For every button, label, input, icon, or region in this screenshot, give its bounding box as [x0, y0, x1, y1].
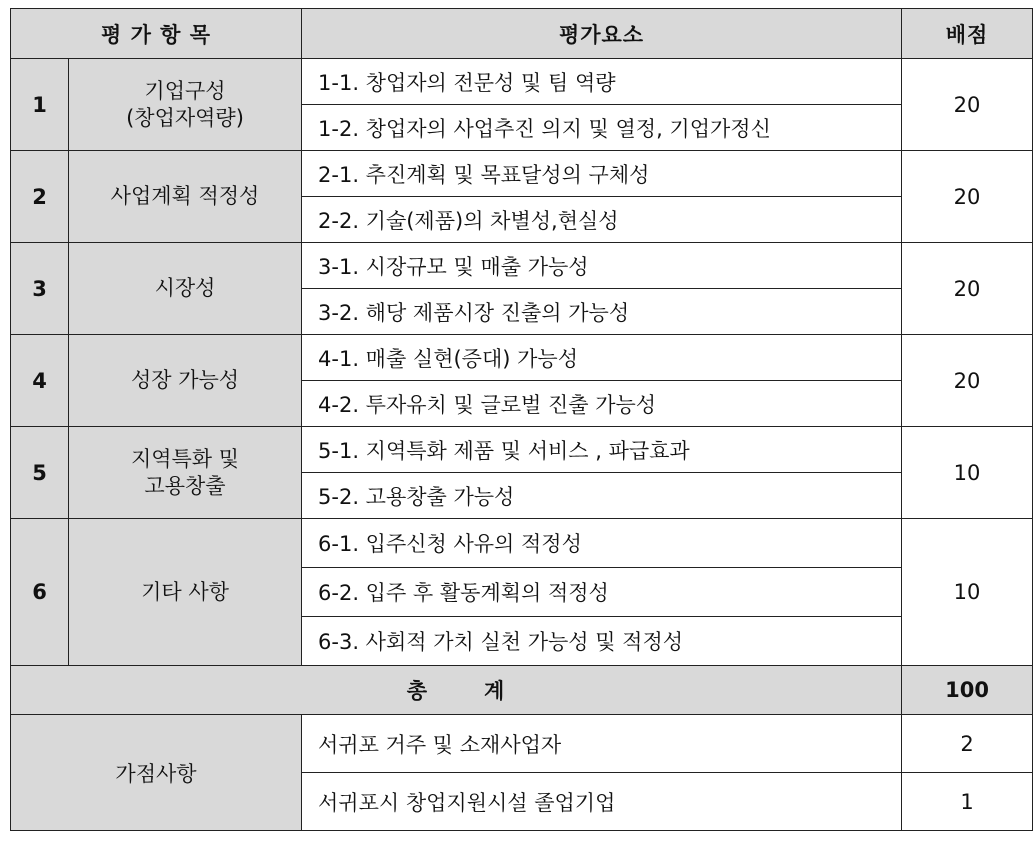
- table-row: [11, 427, 1033, 473]
- evaluation-item: 3-2. 해당 제품시장 진출의 가능성: [302, 289, 902, 335]
- evaluation-item: 6-2. 입주 후 활동계획의 적정성: [302, 568, 902, 617]
- group-number: 5: [11, 427, 69, 519]
- group-number: 1: [11, 59, 69, 151]
- group-number: 4: [11, 335, 69, 427]
- table-row: [11, 151, 1033, 197]
- category-line: 기타 사항: [141, 579, 229, 604]
- total-label-left: 총: [406, 679, 428, 703]
- bonus-item: 서귀포 거주 및 소재사업자: [302, 715, 902, 773]
- group-score: 20: [902, 243, 1033, 335]
- bonus-score: 2: [902, 715, 1033, 773]
- group-score: 20: [902, 151, 1033, 243]
- evaluation-table: [10, 8, 1033, 831]
- total-label: [11, 666, 902, 715]
- evaluation-item: 2-2. 기술(제품)의 차별성,현실성: [302, 197, 902, 243]
- group-category: [69, 519, 302, 666]
- table-row: [11, 243, 1033, 289]
- evaluation-item: 2-1. 추진계획 및 목표달성의 구체성: [302, 151, 902, 197]
- header-category: 평 가 항 목: [11, 9, 302, 59]
- evaluation-item: 5-2. 고용창출 가능성: [302, 473, 902, 519]
- category-line: 기업구성: [144, 78, 226, 103]
- table-row: [11, 335, 1033, 381]
- evaluation-item: 6-3. 사회적 가치 실천 가능성 및 적정성: [302, 617, 902, 666]
- evaluation-item: 4-2. 투자유치 및 글로벌 진출 가능성: [302, 381, 902, 427]
- group-number: 3: [11, 243, 69, 335]
- group-category: [69, 335, 302, 427]
- group-number: 2: [11, 151, 69, 243]
- category-line: 고용창출: [144, 473, 226, 498]
- total-row: [11, 666, 1033, 715]
- group-score: 20: [902, 59, 1033, 151]
- total-label-right: 계: [484, 679, 506, 703]
- evaluation-item: 1-1. 창업자의 전문성 및 팀 역량: [302, 59, 902, 105]
- evaluation-item: 4-1. 매출 실현(증대) 가능성: [302, 335, 902, 381]
- group-category: [69, 427, 302, 519]
- category-line: 사업계획 적정성: [110, 184, 260, 208]
- evaluation-item: 5-1. 지역특화 제품 및 서비스 , 파급효과: [302, 427, 902, 473]
- header-score: 배점: [902, 9, 1033, 59]
- group-category: [69, 151, 302, 243]
- category-line: 시장성: [154, 276, 216, 300]
- table-row: [11, 59, 1033, 105]
- group-category: [69, 243, 302, 335]
- header-elements: 평가요소: [302, 9, 902, 59]
- group-score: 20: [902, 335, 1033, 427]
- bonus-label: 가점사항: [11, 715, 302, 831]
- table-row: [11, 519, 1033, 568]
- category-line: (창업자역량): [126, 105, 244, 130]
- group-score: 10: [902, 427, 1033, 519]
- group-number: 6: [11, 519, 69, 666]
- group-category: [69, 59, 302, 151]
- total-score: 100: [902, 666, 1033, 715]
- category-line: 성장 가능성: [130, 368, 240, 392]
- header-row: [11, 9, 1033, 59]
- evaluation-item: 3-1. 시장규모 및 매출 가능성: [302, 243, 902, 289]
- evaluation-item: 1-2. 창업자의 사업추진 의지 및 열정, 기업가정신: [302, 105, 902, 151]
- bonus-row: [11, 715, 1033, 773]
- bonus-score: 1: [902, 773, 1033, 831]
- evaluation-item: 6-1. 입주신청 사유의 적정성: [302, 519, 902, 568]
- category-line: 지역특화 및: [130, 446, 240, 471]
- bonus-item: 서귀포시 창업지원시설 졸업기업: [302, 773, 902, 831]
- group-score: 10: [902, 519, 1033, 666]
